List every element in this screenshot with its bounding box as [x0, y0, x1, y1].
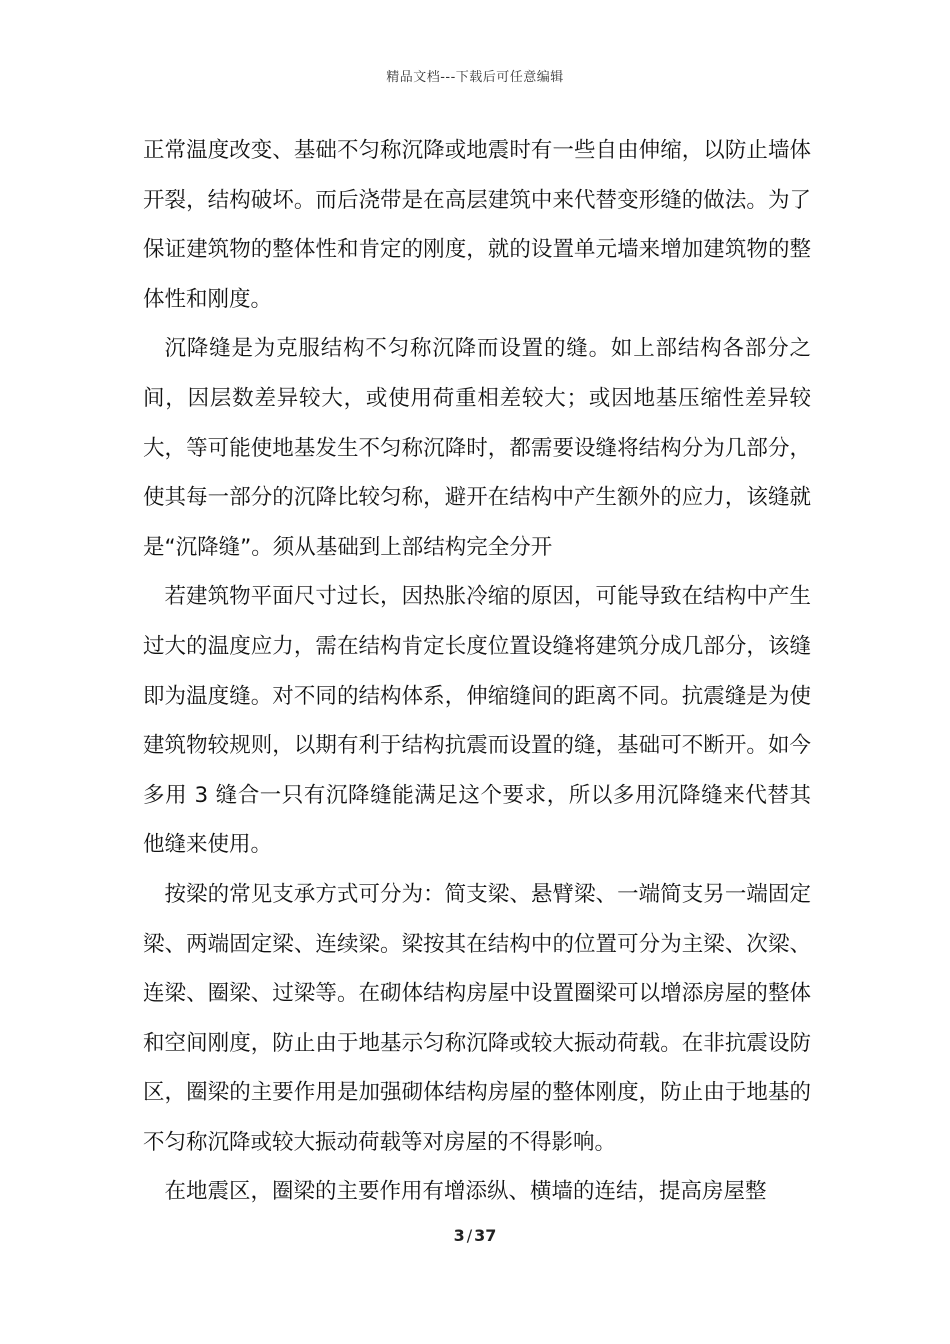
- total-page-count: 37: [474, 1226, 497, 1245]
- paragraph-3: 若建筑物平面尺寸过长，因热胀冷缩的原因，可能导致在结构中产生过大的温度应力，需在结构肯定长度位置设缝将建筑分成几部分，该缝即为温度缝。对不同的结构体系，伸缩缝间的距离不同。抗震缝是为使建筑物较规则，以期有利于结构抗震而设置的缝，基础可不断开。如今多用 3 缝合一只有沉降缝能满足这个要求，所以多用沉降缝来代替其他缝来使用。: [143, 584, 811, 858]
- page-header: 精品文档---下载后可任意编辑: [386, 70, 564, 85]
- page-separator: /: [466, 1226, 473, 1245]
- current-page-number: 3: [453, 1226, 465, 1245]
- document-body: [143, 126, 811, 1217]
- paragraph-4: 按梁的常见支承方式可分为：简支梁、悬臂梁、一端简支另一端固定梁、两端固定梁、连续梁。梁按其在结构中的位置可分为主梁、次梁、连梁、圈梁、过梁等。在砌体结构房屋中设置圈梁可以增添房屋的整体和空间刚度，防止由于地基示匀称沉降或较大振动荷载。在非抗震设防区，圈梁的主要作用是加强砌体结构房屋的整体刚度，防止由于地基的不匀称沉降或较大振动荷载等对房屋的不得影响。: [143, 881, 811, 1155]
- paragraph-5: 在地震区，圈梁的主要作用有增添纵、横墙的连结，提高房屋整: [164, 1179, 767, 1205]
- page-number: [0, 1226, 950, 1245]
- paragraph-1: 正常温度改变、基础不匀称沉降或地震时有一些自由伸缩，以防止墙体开裂，结构破坏。而后浇带是在高层建筑中来代替变形缝的做法。为了保证建筑物的整体性和肯定的刚度，就的设置单元墙来增加建筑物的整体性和刚度。: [143, 138, 811, 312]
- paragraph-2: 沉降缝是为克服结构不匀称沉降而设置的缝。如上部结构各部分之间，因层数差异较大，或使用荷重相差较大；或因地基压缩性差异较大，等可能使地基发生不匀称沉降时，都需要设缝将结构分为几部分，使其每一部分的沉降比较匀称，避开在结构中产生额外的应力，该缝就是“沉降缝”。须从基础到上部结构完全分开: [143, 336, 811, 560]
